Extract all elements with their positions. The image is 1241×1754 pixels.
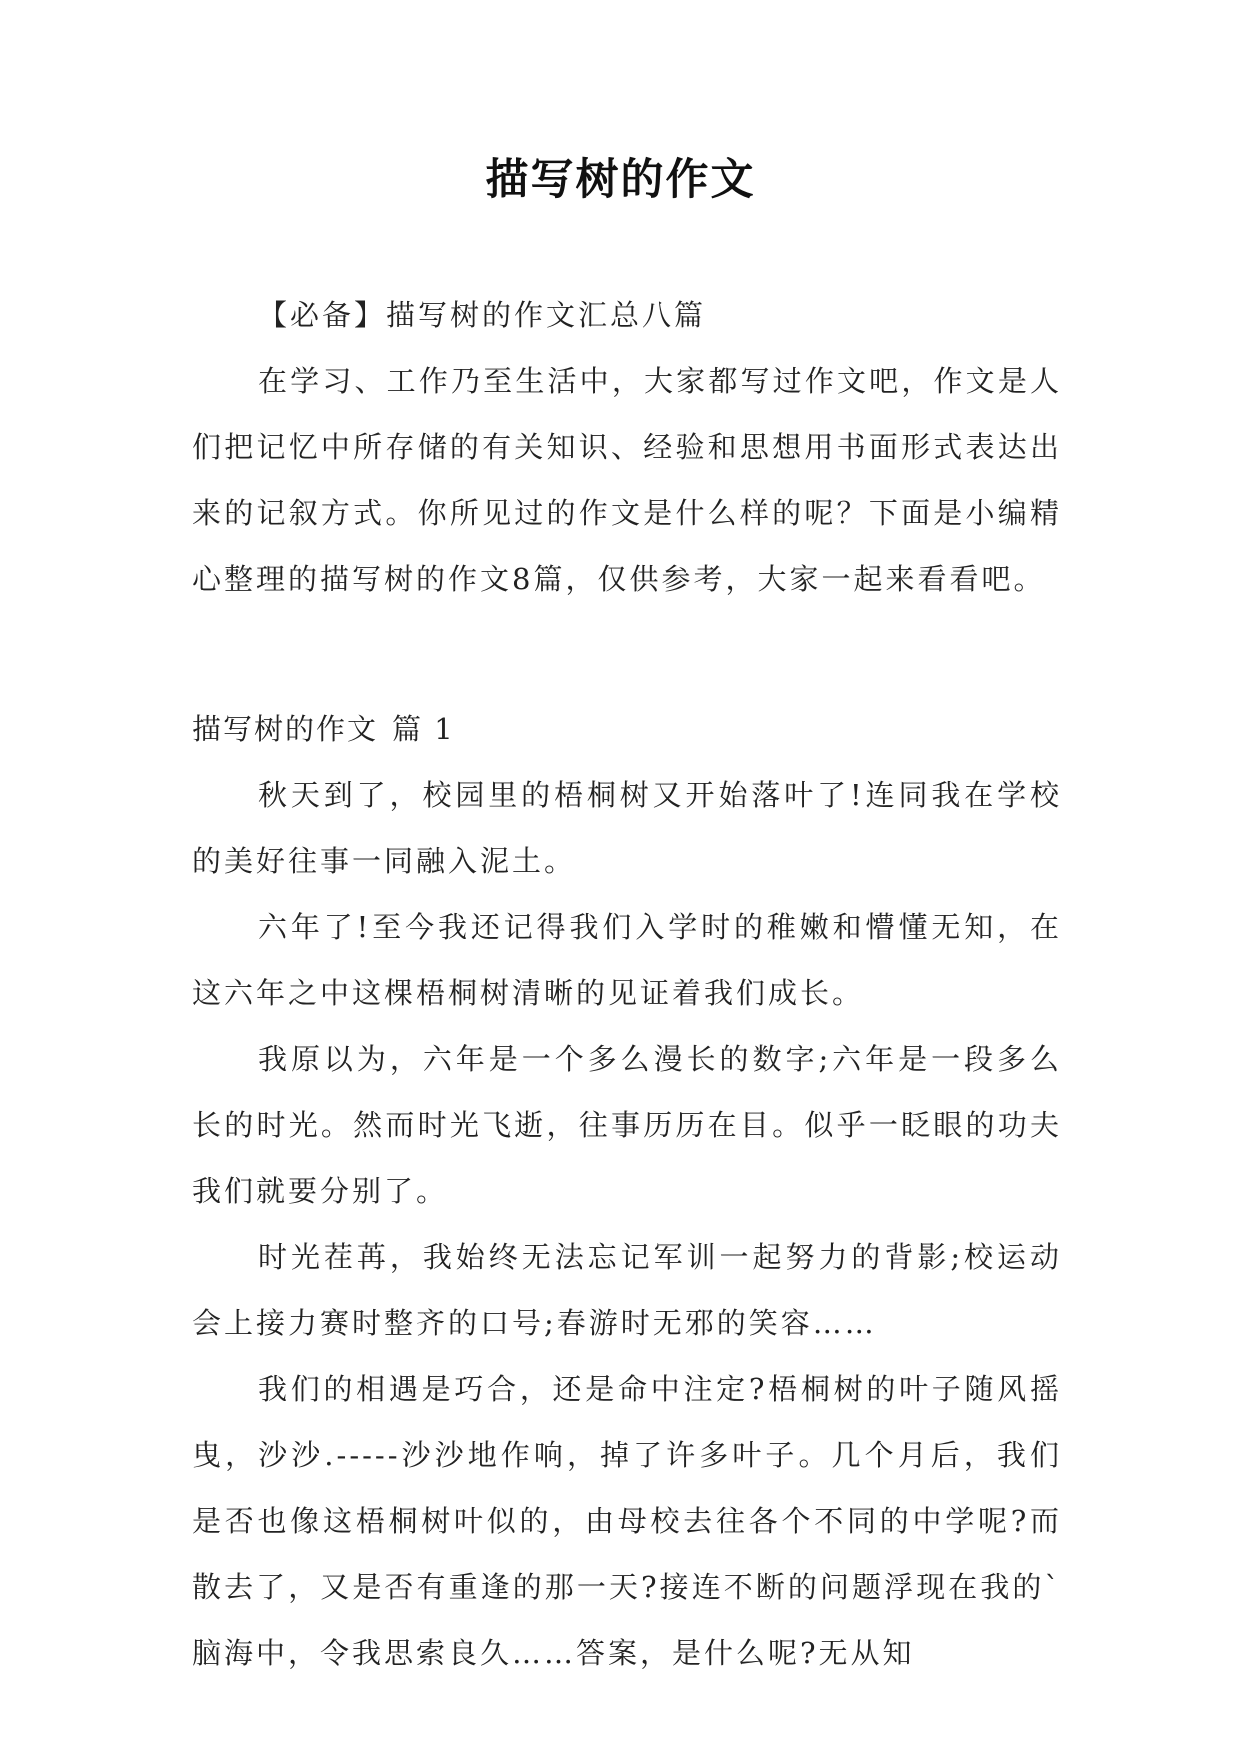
- paragraph-2: 六年了!至今我还记得我们入学时的稚嫩和懵懂无知，在这六年之中这棵梧桐树清晰的见证着我们成长。: [192, 910, 1062, 1010]
- section-heading-text: 描写树的作文: [192, 712, 379, 746]
- document-subtitle: 【必备】描写树的作文汇总八篇: [258, 298, 707, 332]
- intro-paragraph: 在学习、工作乃至生活中，大家都写过作文吧，作文是人们把记忆中所存储的有关知识、经验和思想用书面形式表达出来的记叙方式。你所见过的作文是什么样的呢？下面是小编精心整理的描写树的作文8篇，仅供参考，大家一起来看看吧。: [192, 364, 1062, 596]
- paragraph-5: 我们的相遇是巧合，还是命中注定?梧桐树的叶子随风摇曳，沙沙.-----沙沙地作响，掉了许多叶子。几个月后，我们是否也像这梧桐树叶似的，由母校去往各个不同的中学呢?而散去了，又是否有重逢的那一天?接连不断的问题浮现在我的`脑海中，令我思索良久……答案，是什么呢?无从知: [192, 1372, 1062, 1670]
- paragraph-1: 秋天到了，校园里的梧桐树又开始落叶了!连同我在学校的美好往事一同融入泥土。: [192, 778, 1062, 878]
- section-heading: [192, 696, 455, 762]
- paragraph-3: 我原以为，六年是一个多么漫长的数字;六年是一段多么长的时光。然而时光飞逝，往事历历在目。似乎一眨眼的功夫我们就要分别了。: [192, 1042, 1062, 1208]
- section-number: 篇 1: [392, 712, 455, 746]
- document-title: 描写树的作文: [485, 155, 756, 205]
- paragraph-4: 时光茬苒，我始终无法忘记军训一起努力的背影;校运动会上接力赛时整齐的口号;春游时无邪的笑容……: [192, 1240, 1062, 1340]
